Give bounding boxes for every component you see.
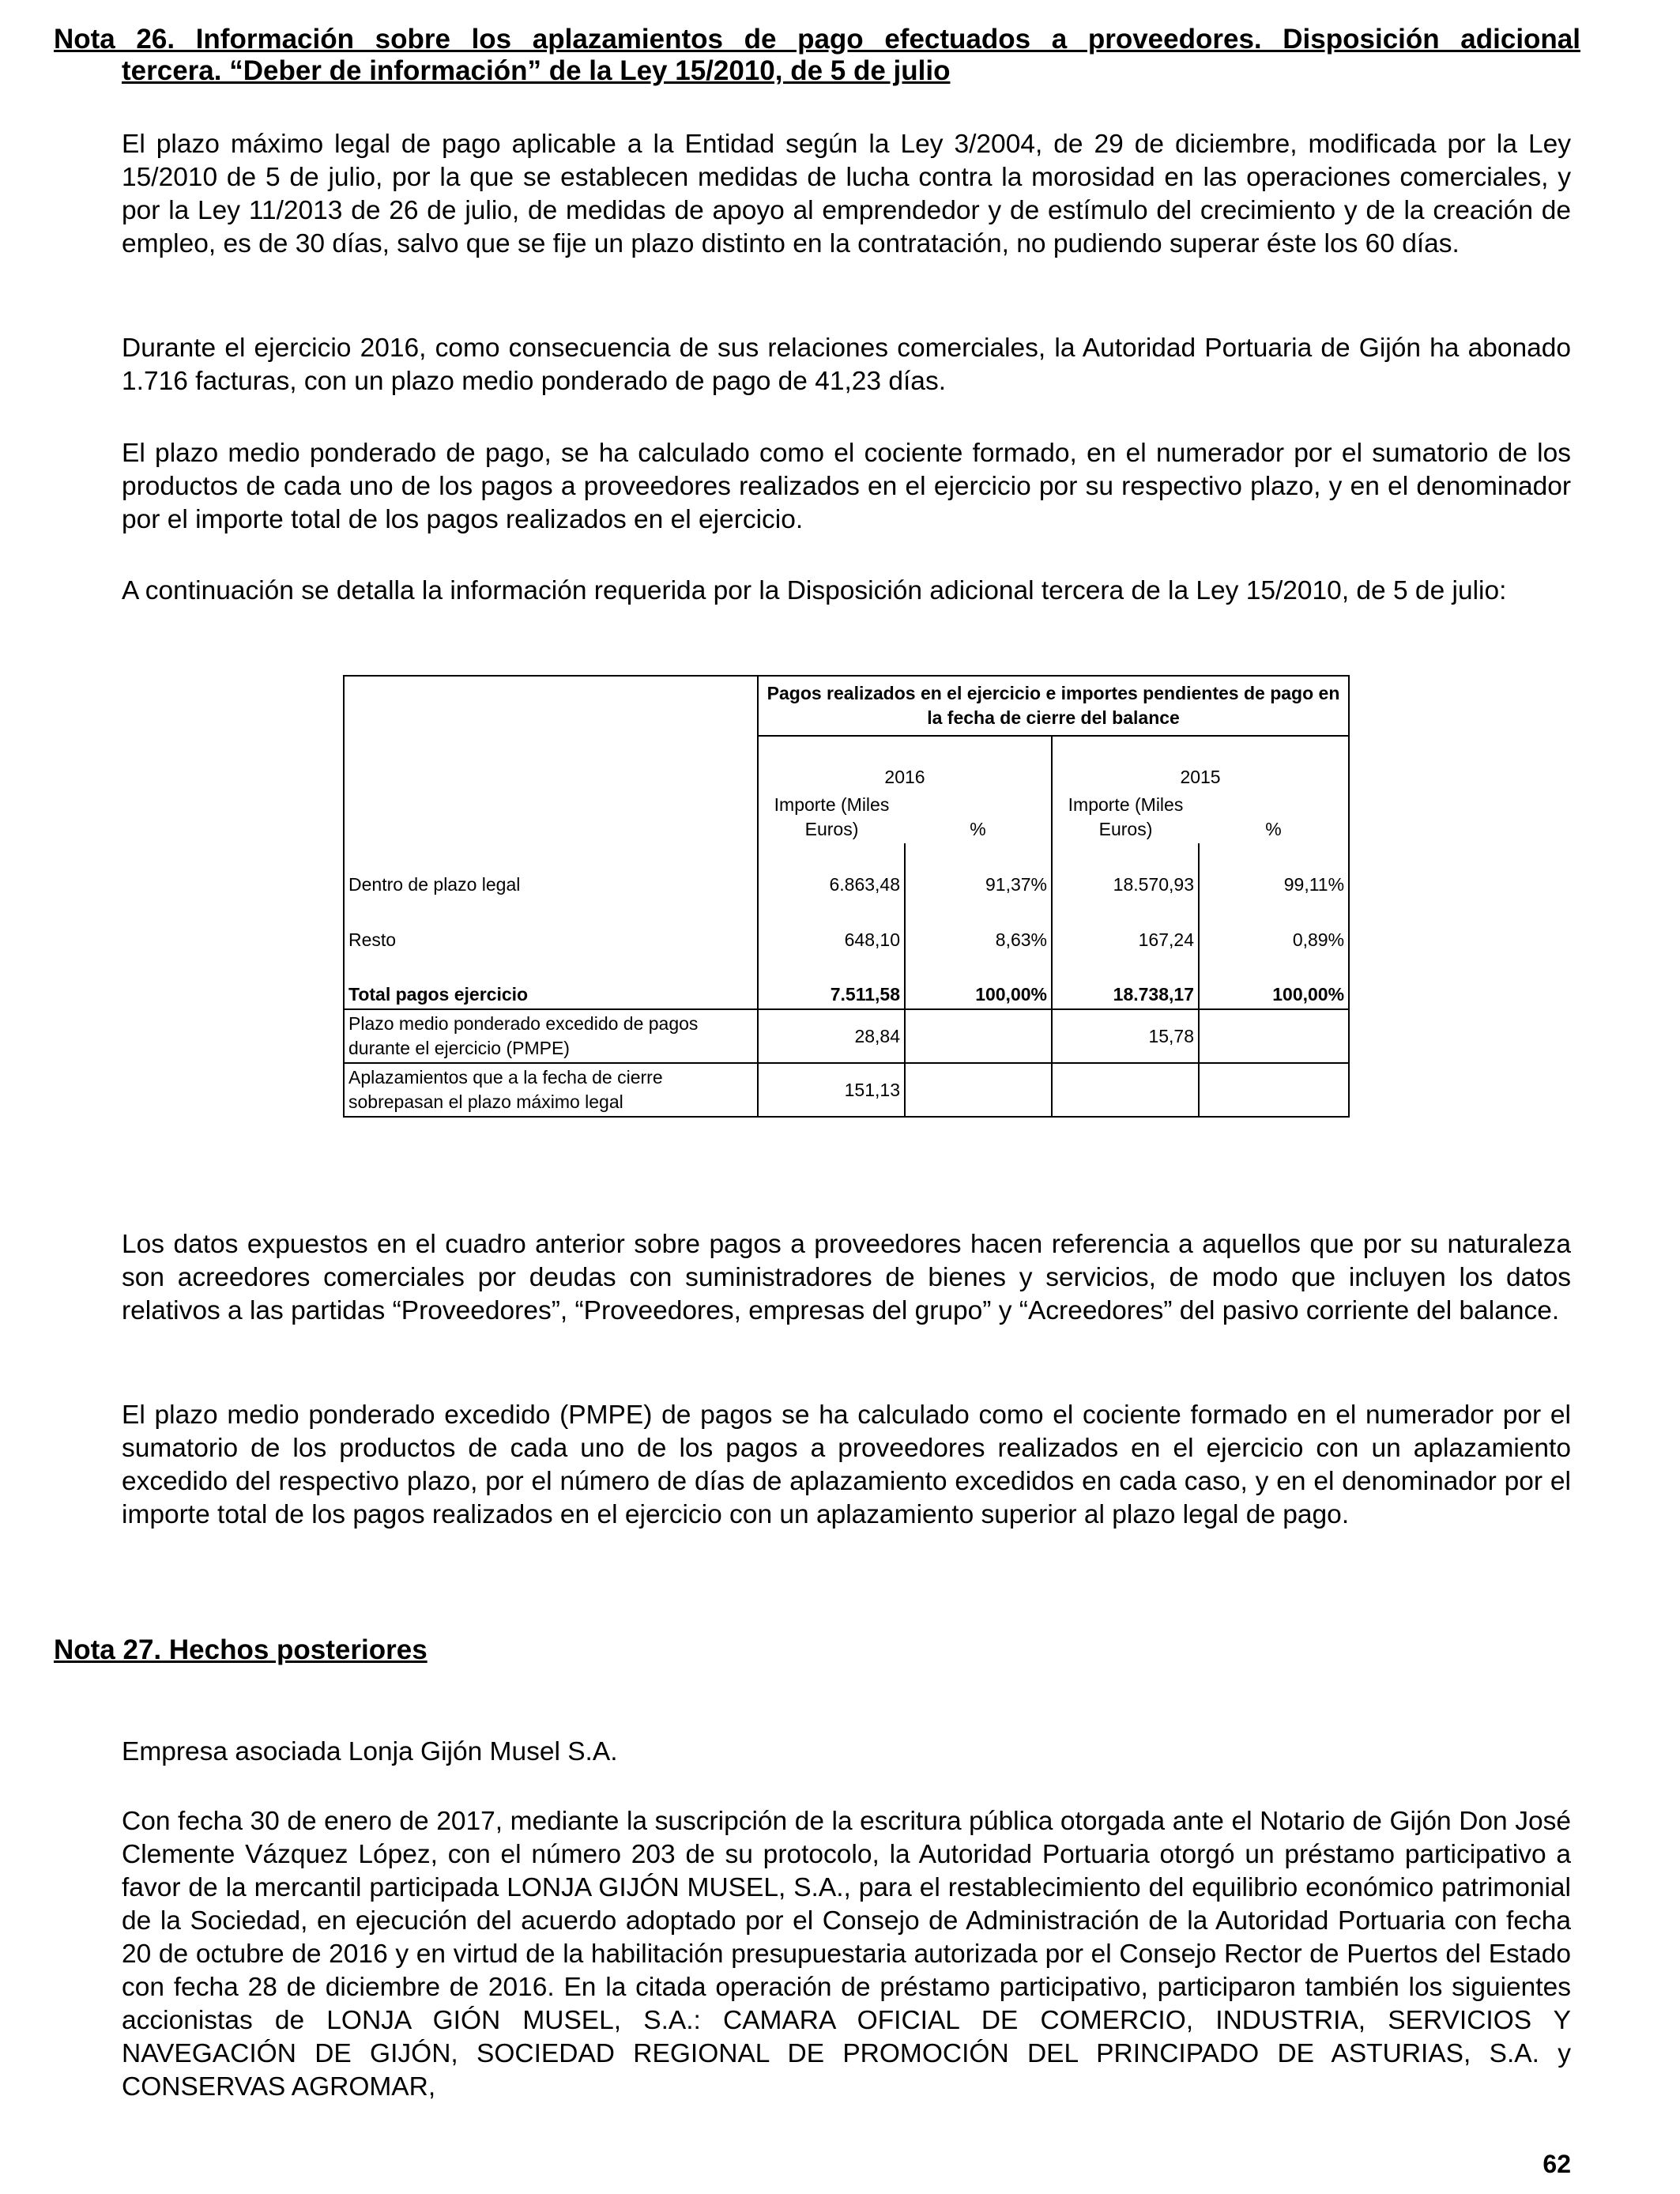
- row-imp-2015: 18.738,17: [1052, 954, 1199, 1009]
- row-label: Resto: [344, 899, 758, 954]
- row-imp-2016: 151,13: [758, 1063, 905, 1117]
- table-year-2015: 2015: [1052, 736, 1349, 791]
- note-26-heading-line2: tercera. “Deber de información” de la Ley 15/2010, de 5 de julio: [122, 55, 951, 86]
- note-26-paragraph-3: El plazo medio ponderado de pago, se ha calculado como el cociente formado, en el numerador por el sumatorio de los productos de cada uno de los pagos a proveedores realizados en el ejercicio por su respectivo plazo, y en el denominador por el importe total de los pagos realizados en el ejercicio.: [122, 439, 1571, 534]
- row-imp-2015: 15,78: [1052, 1009, 1199, 1063]
- note-26-paragraph-4: A continuación se detalla la información requerida por la Disposición adicional tercera de la Ley 15/2010, de 5 de julio:: [122, 576, 1507, 605]
- row-pct-2015: 0,89%: [1199, 899, 1349, 954]
- table-group-header: Pagos realizados en el ejercicio e importes pendientes de pago en la fecha de cierre del balance: [758, 676, 1349, 736]
- row-label: Total pagos ejercicio: [344, 954, 758, 1009]
- note-26-heading: [54, 24, 1580, 87]
- row-label: Dentro de plazo legal: [344, 853, 758, 899]
- row-pct-2016: 8,63%: [905, 899, 1052, 954]
- table-spacer: [1199, 843, 1349, 853]
- note-27-subtitle: Empresa asociada Lonja Gijón Musel S.A.: [122, 1737, 618, 1766]
- row-imp-2016: 28,84: [758, 1009, 905, 1063]
- row-pct-2015: 99,11%: [1199, 853, 1349, 899]
- row-pct-2016: 100,00%: [905, 954, 1052, 1009]
- row-imp-2015: [1052, 1063, 1199, 1117]
- note-27-heading: Nota 27. Hechos posteriores: [54, 1634, 428, 1665]
- row-imp-2015: 18.570,93: [1052, 853, 1199, 899]
- note-26-paragraph-2: Durante el ejercicio 2016, como consecuencia de sus relaciones comerciales, la Autoridad Portuaria de Gijón ha abonado 1.716 facturas, con un plazo medio ponderado de pago de 41,23 días.: [122, 334, 1571, 396]
- row-imp-2015: 167,24: [1052, 899, 1199, 954]
- row-imp-2016: 7.511,58: [758, 954, 905, 1009]
- note-27-paragraph-1: Con fecha 30 de enero de 2017, mediante la suscripción de la escritura pública otorgada ante el Notario de Gijón Don José Clemente Vázquez López, con el número 203 de su protocolo, la Autoridad Portuaria otorgó un préstamo participativo a favor de la mercantil participada LONJA GIJÓN MUSEL, S.A., para el restablecimiento del equilibrio económico patrimonial de la Sociedad, en ejecución del acuerdo adoptado por el Consejo de Administración de la Autoridad Portuaria con fecha 20 de octubre de 2016 y en virtud de la habilitación presupuestaria autorizada por el Consejo Rector de Puertos del Estado con fecha 28 de diciembre de 2016. En la citada operación de préstamo participativo, participaron también los siguientes accionistas de LONJA GIÓN MUSEL, S.A.: CAMARA OFICIAL DE COMERCIO, INDUSTRIA, SERVICIOS Y NAVEGACIÓN DE GIJÓN, SOCIEDAD REGIONAL DE PROMOCIÓN DEL PRINCIPADO DE ASTURIAS, S.A. y CONSERVAS AGROMAR,: [122, 1807, 1571, 2102]
- row-pct-2016: [905, 1063, 1052, 1117]
- row-pct-2015: 100,00%: [1199, 954, 1349, 1009]
- row-label: Aplazamientos que a la fecha de cierre sobrepasan el plazo máximo legal: [344, 1063, 758, 1117]
- row-pct-2016: 91,37%: [905, 853, 1052, 899]
- note-26-heading-line1: Nota 26. Información sobre los aplazamientos de pago efectuados a proveedores. Disposición adicional: [54, 24, 1580, 55]
- row-pct-2015: [1199, 1063, 1349, 1117]
- note-26-paragraph-6: El plazo medio ponderado excedido (PMPE) de pagos se ha calculado como el cociente formado en el numerador por el sumatorio de los productos de cada uno de los pagos a proveedores realizados en el ejercicio con un aplazamiento excedido del respectivo plazo, por el número de días de aplazamiento excedidos en cada caso, y en el denominador por el importe total de los pagos realizados en el ejercicio con un aplazamiento superior al plazo legal de pago.: [122, 1400, 1571, 1529]
- row-imp-2016: 648,10: [758, 899, 905, 954]
- note-26-paragraph-5: Los datos expuestos en el cuadro anterior sobre pagos a proveedores hacen referencia a aquellos que por su naturaleza son acreedores comerciales por deudas con suministradores de bienes y servicios, de modo que incluyen los datos relativos a las partidas “Proveedores”, “Proveedores, empresas del grupo” y “Acreedores” del pasivo corriente del balance.: [122, 1230, 1571, 1325]
- table-year-2016: 2016: [758, 736, 1052, 791]
- payments-table: [343, 675, 1350, 1118]
- table-row: [344, 853, 1349, 899]
- table-col-importe-2016: Importe (Miles Euros): [758, 791, 905, 843]
- table-spacer: [905, 843, 1052, 853]
- table-row: [344, 1009, 1349, 1063]
- page-number: 62: [1543, 2150, 1571, 2178]
- row-pct-2016: [905, 1009, 1052, 1063]
- table-row: [344, 1063, 1349, 1117]
- table-col-pct-2015: %: [1199, 791, 1349, 843]
- note-26-paragraph-1: El plazo máximo legal de pago aplicable a la Entidad según la Ley 3/2004, de 29 de diciembre, modificada por la Ley 15/2010 de 5 de julio, por la que se establecen medidas de lucha contra la morosidad en las operaciones comerciales, y por la Ley 11/2013 de 26 de julio, de medidas de apoyo al emprendedor y de estímulo del crecimiento y de la creación de empleo, es de 30 días, salvo que se fije un plazo distinto en la contratación, no pudiendo superar éste los 60 días.: [122, 130, 1571, 258]
- table-corner-cell: [344, 676, 758, 853]
- row-pct-2015: [1199, 1009, 1349, 1063]
- table-row-total: [344, 954, 1349, 1009]
- row-label: Plazo medio ponderado excedido de pagos durante el ejercicio (PMPE): [344, 1009, 758, 1063]
- row-imp-2016: 6.863,48: [758, 853, 905, 899]
- table-spacer: [758, 843, 905, 853]
- table-col-pct-2016: %: [905, 791, 1052, 843]
- table-spacer: [1052, 843, 1199, 853]
- table-col-importe-2015: Importe (Miles Euros): [1068, 794, 1184, 839]
- table-row: [344, 899, 1349, 954]
